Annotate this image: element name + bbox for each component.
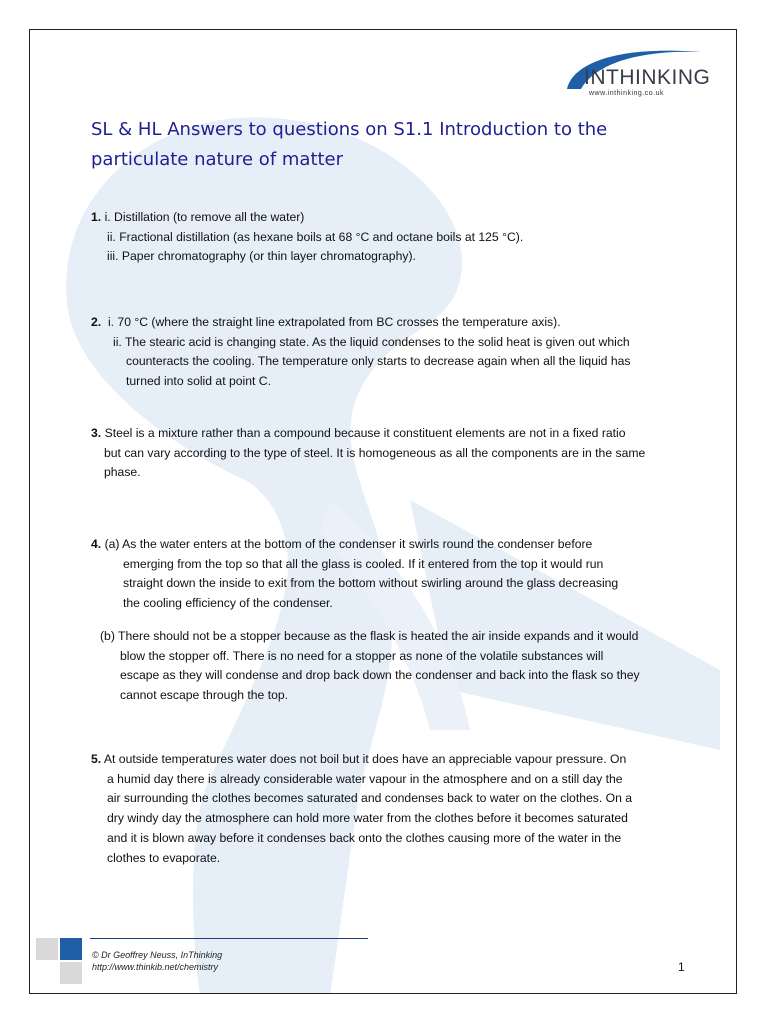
- footer-url: http://www.thinkib.net/chemistry: [92, 962, 219, 972]
- document-page: [29, 29, 737, 994]
- answer-line: i. 70 °C (where the straight line extrapolated from BC crosses the temperature axis).: [107, 315, 561, 329]
- answer-1: [91, 208, 523, 267]
- answer-line: counteracts the cooling. The temperature only starts to decrease again when all the liquid has: [126, 354, 631, 369]
- footer-author: © Dr Geoffrey Neuss, InThinking: [92, 950, 223, 960]
- answer-line: and it is blown away before it condenses back onto the clothes causing more of the water in the: [107, 830, 622, 845]
- answer-line: (a) As the water enters at the bottom of the condenser it swirls round the condenser before: [104, 537, 593, 551]
- answer-line: turned into solid at point C.: [126, 374, 271, 389]
- answer-2: [91, 313, 631, 392]
- answer-number: 3.: [91, 426, 102, 440]
- answer-line: ii. Fractional distillation (as hexane boils at 68 °C and octane boils at 125 °C).: [107, 229, 524, 244]
- page-title: SL & HL Answers to questions on S1.1 Introduction to the particulate nature of matter: [91, 119, 608, 170]
- page-number: 1: [678, 960, 685, 974]
- answer-line: emerging from the top so that all the glass is cooled. If it entered from the top it would run: [123, 556, 604, 571]
- answer-number: 5.: [91, 752, 102, 766]
- answer-line: a humid day there is already considerable water vapour in the atmosphere and on a still day the: [107, 771, 623, 786]
- answer-line: escape as they will condense and drop back down the condenser and back into the flask so they: [120, 668, 640, 683]
- answer-4: [91, 535, 640, 706]
- answer-line: ii. The stearic acid is changing state. As the liquid condenses to the solid heat is given out which: [113, 334, 630, 349]
- answer-line: but can vary according to the type of steel. It is homogeneous as all the components are in the same: [104, 445, 646, 460]
- answer-line: At outside temperatures water does not boil but it does have an appreciable vapour pressure. On: [103, 752, 627, 766]
- answer-line: cannot escape through the top.: [120, 687, 289, 702]
- footer-rule: [90, 938, 368, 939]
- answer-line: clothes to evaporate.: [107, 850, 221, 865]
- inthinking-logo: [559, 44, 709, 104]
- answer-line: blow the stopper off. There is no need for a stopper as none of the volatile substances will: [120, 648, 604, 663]
- answer-line: Steel is a mixture rather than a compound because it constituent elements are not in a fixed ratio: [104, 426, 626, 440]
- answer-line: iii. Paper chromatography (or thin layer chromatography).: [107, 249, 416, 264]
- answer-5: [91, 750, 632, 868]
- answer-line: phase.: [104, 465, 141, 480]
- footer-credits: [92, 949, 222, 973]
- answer-number: 1.: [91, 210, 102, 224]
- answer-number: 4.: [91, 537, 102, 551]
- answer-line: i. Distillation (to remove all the water): [104, 210, 305, 224]
- answer-line: straight down the inside to exit from the bottom without swirling around the glass decreasing: [123, 576, 619, 591]
- logo-wordmark: INTHINKING: [584, 66, 711, 89]
- answer-3: [91, 424, 645, 483]
- answer-number: 2.: [91, 315, 102, 329]
- answer-line: (b) There should not be a stopper because as the flask is heated the air inside expands and it would: [100, 628, 639, 643]
- answer-line: the cooling efficiency of the condenser.: [123, 596, 333, 611]
- logo-url: www.inthinking.co.uk: [589, 90, 664, 97]
- answer-line: dry windy day the atmosphere can hold more water from the clothes before it becomes saturated: [107, 811, 628, 826]
- answer-line: air surrounding the clothes becomes saturated and condenses back to water on the clothes. On a: [107, 791, 633, 806]
